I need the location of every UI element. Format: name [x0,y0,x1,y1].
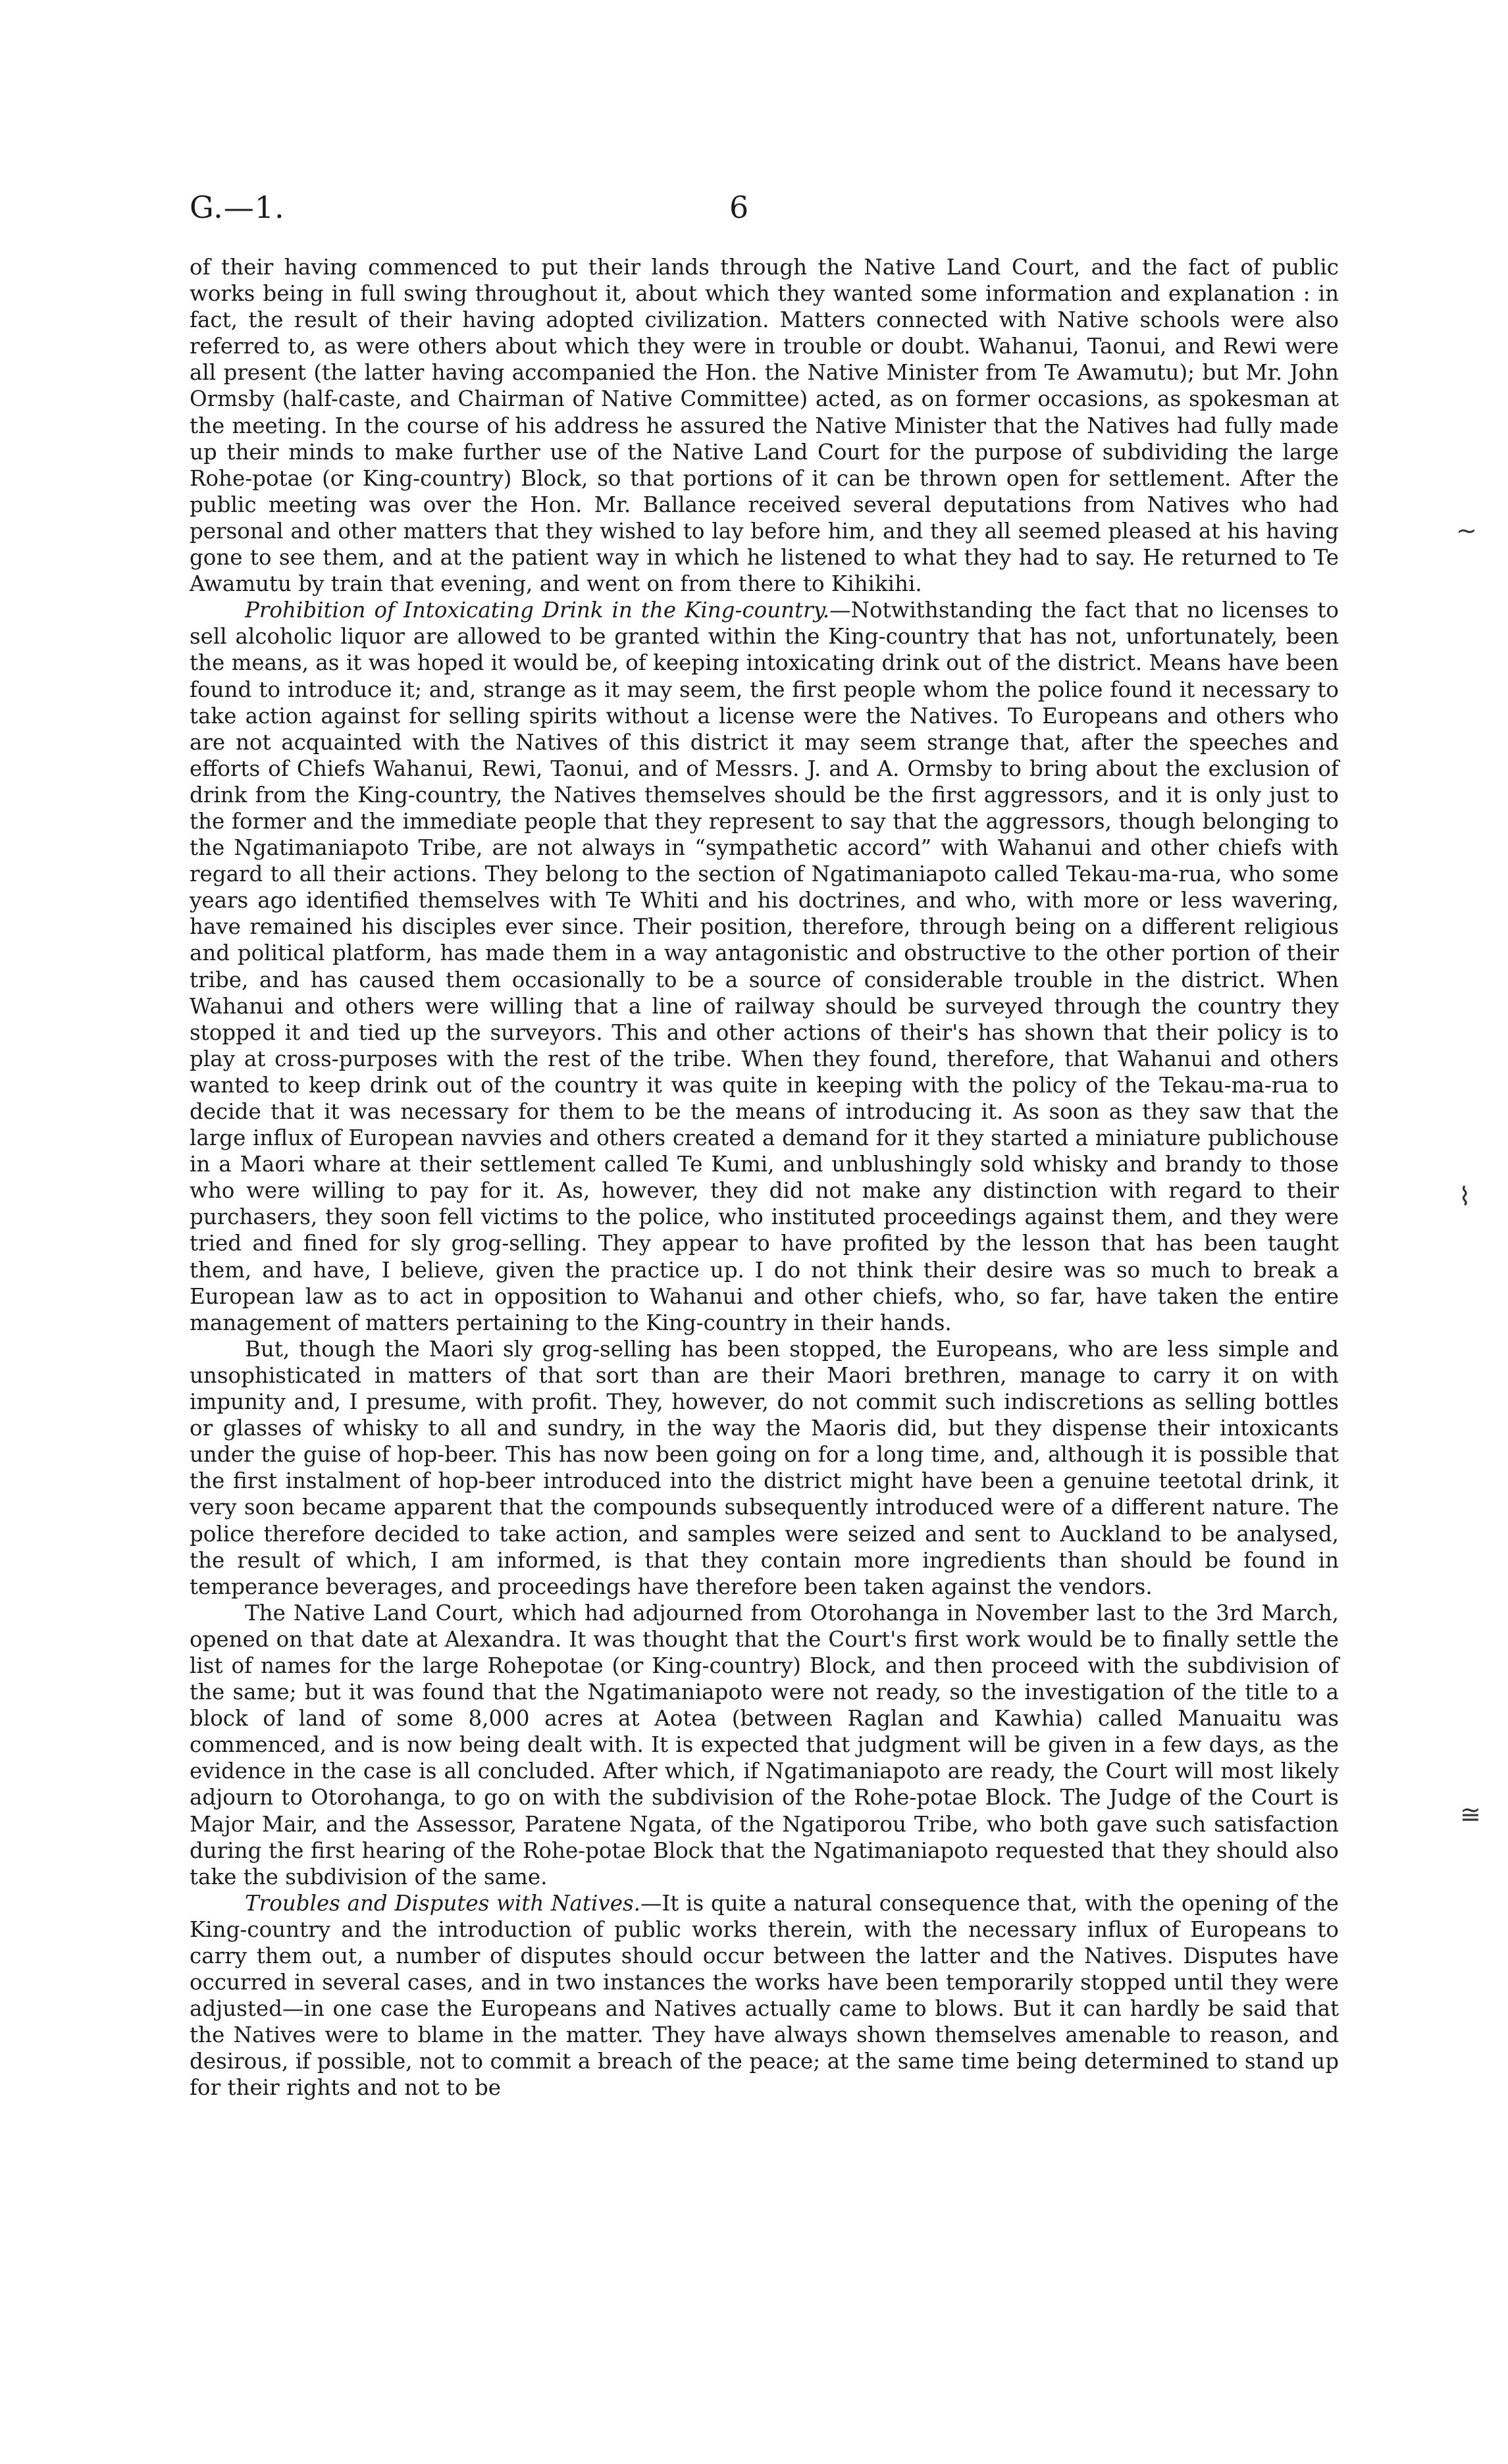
document-reference: G.—1. [190,190,285,225]
page-header [190,190,1339,236]
paragraph-1 [190,254,1339,597]
paragraph-2 [190,597,1339,1336]
paragraph-5 [190,1890,1339,2101]
paragraph-4 [190,1600,1339,1890]
page-number: 6 [729,190,749,225]
margin-mark-icon: ∼ [1456,516,1477,545]
paragraph-text: But, though the Maori sly grog-selling has been stopped, the Europeans, who are less simple and unsophisticated in matters of that sort than are their Maori brethren, manage to carry it on with impunity and, I presume, with profit. They, however, do not commit such indiscretions as selling bottles or glasses of whisky to all and sundry, in the way the Maoris did, but they dispense their intoxicants under the guise of hop-beer. This has now been going on for a long time, and, although it is possible that the first instalment of hop-beer introduced into the district might have been a genuine teetotal drink, it very soon became apparent that the compounds subsequently introduced were of a different nature. The police therefore decided to take action, and samples were seized and sent to Auckland to be analysed, the result of which, I am informed, is that they contain more ingredients than should be found in temperance beverages, and proceedings have therefore been taken against the vendors. [190,1336,1339,1599]
margin-mark-icon: ⌇ [1459,1182,1471,1211]
paragraph-text: —It is quite a natural consequence that, with the opening of the King-country and the introduction of public works therein, with the necessary influx of Europeans to carry them out, a number of disputes should occur between the latter and the Natives. Disputes have occurred in several cases, and in two instances the works have been temporarily stopped until they were adjusted—in one case the Europeans and Natives actually came to blows. But it can hardly be said that the Natives were to blame in the matter. They have always shown themselves amenable to reason, and desirous, if possible, not to commit a breach of the peace; at the same time being determined to stand up for their rights and not to be [190,1890,1339,2101]
section-heading-troubles: Troubles and Disputes with Natives. [245,1890,640,1916]
paragraph-text: —Notwithstanding the fact that no licenses to sell alcoholic liquor are allowed to be granted within the King-country that has not, unfortunately, been the means, as it was hoped it would be, of keeping intoxicating drink out of the district. Means have been found to introduce it; and, strange as it may seem, the first people whom the police found it necessary to take action against for selling spirits without a license were the Natives. To Europeans and others who are not acquainted with the Natives of this district it may seem strange that, after the speeches and efforts of Chiefs Wahanui, Rewi, Taonui, and of Messrs. J. and A. Ormsby to bring about the exclusion of drink from the King-country, the Natives themselves should be the first aggressors, and it is only just to the former and the immediate people that they represent to say that the aggressors, though belonging to the Ngatimaniapoto Tribe, are not always in “sympathetic accord” with Wahanui and other chiefs with regard to all their actions. They belong to the section of Ngatimaniapoto called Tekau-ma-rua, who some years ago identified themselves with Te Whiti and his doctrines, and who, with more or less wavering, have remained his disciples ever since. Their position, therefore, through being on a different religious and political platform, has made them in a way antagonistic and obstructive to the other portion of their tribe, and has caused them occasionally to be a source of considerable trouble in the district. When Wahanui and others were willing that a line of railway should be surveyed through the country they stopped it and tied up the surveyors. This and other actions of their's has shown that their policy is to play at cross-purposes with the rest of the tribe. When they found, therefore, that Wahanui and others wanted to keep drink out of the country it was quite in keeping with the policy of the Tekau-ma-rua to decide that it was necessary for them to be the means of introducing it. As soon as they saw that the large influx of European navvies and others created a demand for it they started a miniature publichouse in a Maori whare at their settlement called Te Kumi, and unblushingly sold whisky and brandy to those who were willing to pay for it. As, however, they did not make any distinction with regard to their purchasers, they soon fell victims to the police, who instituted proceedings against them, and they were tried and fined for sly grog-selling. They appear to have profited by the lesson that has been taught them, and have, I believe, given the practice up. I do not think their desire was so much to break a European law as to act in opposition to Wahanui and other chiefs, who, so far, have taken the entire management of matters pertaining to the King-country in their hands. [190,598,1339,1335]
paragraph-text: The Native Land Court, which had adjourned from Otorohanga in November last to the 3rd March, opened on that date at Alexandra. It was thought that the Court's first work would be to finally settle the list of names for the large Rohepotae (or King-country) Block, and then proceed with the subdivision of the same; but it was found that the Ngatimaniapoto were not ready, so the investigation of the title to a block of land of some 8,000 acres at Aotea (between Raglan and Kawhia) called Manuaitu was commenced, and is now being dealt with. It is expected that judgment will be given in a few days, as the evidence in the case is all concluded. After which, if Ngatimaniapoto are ready, the Court will most likely adjourn to Otorohanga, to go on with the subdivision of the Rohe-potae Block. The Judge of the Court is Major Mair, and the Assessor, Paratene Ngata, of the Ngatiporou Tribe, who both gave such satisfaction during the first hearing of the Rohe-potae Block that the Ngatimaniapoto requested that they should also take the subdivision of the same. [190,1600,1339,1889]
margin-mark-icon: ≅ [1460,1800,1481,1829]
paragraph-text: of their having commenced to put their lands through the Native Land Court, and the fact of public works being in full swing throughout it, about which they wanted some information and explanation : in fact, the result of their having adopted civilization. Matters connected with Native schools were also referred to, as were others about which they were in trouble or doubt. Wahanui, Taonui, and Rewi were all present (the latter having accompanied the Hon. the Native Minister from Te Awamutu); but Mr. John Ormsby (half-caste, and Chairman of Native Committee) acted, as on former occasions, as spokesman at the meeting. In the course of his address he assured the Native Minister that the Natives had fully made up their minds to make further use of the Native Land Court for the purpose of subdividing the large Rohe-potae (or King-country) Block, so that portions of it can be thrown open for settlement. After the public meeting was over the Hon. Mr. Ballance received several deputations from Natives who had personal and other matters that they wished to lay before him, and they all seemed pleased at his having gone to see them, and at the patient way in which he listened to what they had to say. He returned to Te Awamutu by train that evening, and went on from there to Kihikihi. [190,255,1339,597]
paragraph-3 [190,1336,1339,1600]
body-text [190,254,1339,2101]
section-heading-prohibition: Prohibition of Intoxicating Drink in the King-country. [245,598,830,623]
